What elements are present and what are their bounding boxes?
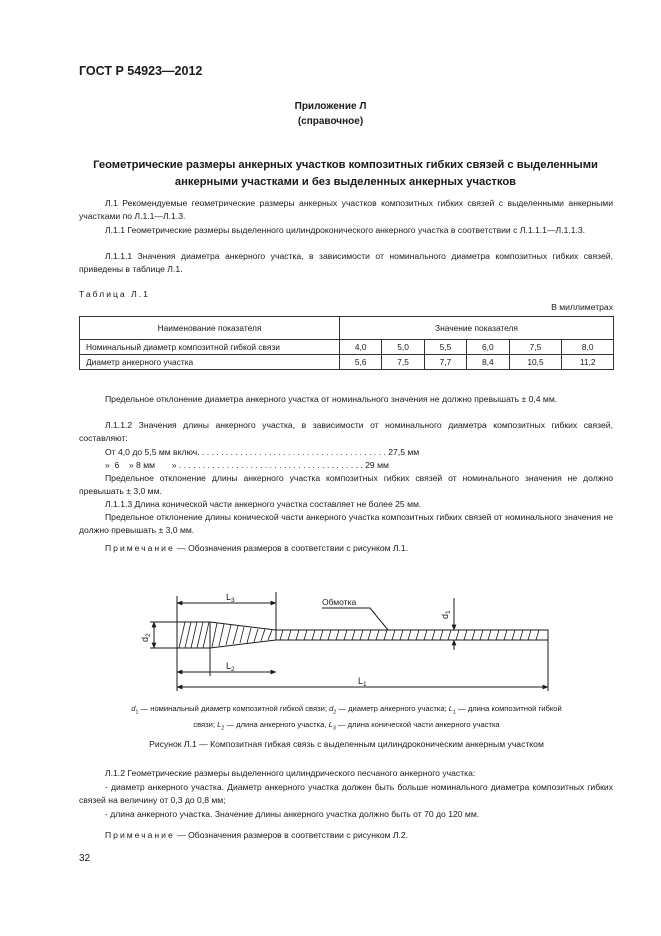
paragraph-diameter-tolerance: Предельное отклонение диаметра анкерного участка от номинального значения не должно превышать ± 0,4 мм. (105, 394, 558, 404)
label-l2: $L_2$ (226, 661, 235, 673)
paragraph-cone-tolerance: Предельное отклонение длины конической части анкерного участка композитных гибких связей от номинального значения не должно превышать ± 3,0 мм. (79, 512, 613, 536)
figure-l1-drawing (130, 588, 560, 696)
winding-hatch (179, 622, 539, 648)
note-2-text: — Обозначения размеров в соответствии с рисунком Л.2. (174, 830, 409, 840)
paragraph-l1-1: Л.1.1 Геометрические размеры выделенного цилиндроконического анкерного участка в соответствии с Л.1.1.1—Л.1.1.3. (105, 225, 586, 235)
table-cell: 6,0 (467, 340, 509, 355)
appendix-title: Приложение Л (294, 101, 367, 112)
table-cell: 8,4 (467, 355, 509, 370)
table-cell-name: Номинальный диаметр композитной гибкой связи (80, 340, 340, 355)
table-cell: 10,5 (509, 355, 562, 370)
paragraph-l1: Л.1 Рекомендуемые геометрические размеры анкерных участков композитных гибких связей с выделенными анкерными участками по Л.1.1—Л.1.3. (79, 198, 613, 222)
table-header-row (80, 317, 614, 340)
label-d2: $d_2$ (140, 633, 152, 642)
section-title-line2: анкерными участками и без выделенных анкерных участков (174, 176, 517, 188)
paragraph-l1-1-2: Л.1.1.2 Значения длины анкерного участка, в зависимости от номинального диаметра композитных гибких связей, составляют: (79, 420, 613, 444)
paragraph-l1-1-1: Л.1.1.1 Значения диаметра анкерного участка, в зависимости от номинального диаметра композитных гибких связей, приведены в таблице Л.1. (79, 251, 613, 275)
length-range-2: » 6 » 8 мм » . . . . . . . . . . . . . . . . . . . . . . . . . . . . . . . . . . . . . . . 29 мм (105, 460, 389, 470)
label-l1: $L_1$ (358, 676, 367, 688)
label-winding: Обмотка (322, 597, 357, 607)
table-cell: 7,5 (509, 340, 562, 355)
winding-leader (322, 608, 388, 630)
figure-caption: Рисунок Л.1 — Композитная гибкая связь с выделенным цилиндроконическим анкерным участком (149, 739, 544, 749)
table-units: В миллиметрах (551, 302, 613, 312)
table-row (80, 340, 614, 355)
table-cell-name: Диаметр анкерного участка (80, 355, 340, 370)
paragraph-l1-2: Л.1.2 Геометрические размеры выделенного цилиндрического песчаного анкерного участка: (105, 768, 476, 778)
table-cell: 7,5 (382, 355, 424, 370)
label-d1: $d_1$ (440, 610, 452, 619)
table-label: Таблица Л.1 (79, 289, 150, 299)
note-2-label: Примечание (105, 830, 175, 840)
table-l1 (79, 316, 614, 370)
section-title-line1: Геометрические размеры анкерных участков композитных гибких связей с выделенными (93, 159, 598, 171)
length-range-1: От 4,0 до 5,5 мм включ. . . . . . . . . . . . . . . . . . . . . . . . . . . . . . . . . . . . . . . . 27,5 мм (105, 447, 420, 457)
table-cell: 5,6 (340, 355, 382, 370)
appendix-subtitle: (справочное) (297, 116, 364, 127)
paragraph-l1-1-3: Л.1.1.3 Длина конической части анкерного участка составляет не более 25 мм. (105, 499, 422, 509)
table-cell: 11,2 (562, 355, 614, 370)
table-cell: 7,7 (424, 355, 466, 370)
page-number: 32 (79, 853, 91, 864)
figure-legend-line2: связи; $L_2$ — длина анкерного участка, $L_3$ — длина конической части анкерного участка (193, 719, 500, 732)
table-header-name: Наименование показателя (80, 317, 340, 340)
note-2 (105, 829, 408, 842)
note-1 (105, 542, 408, 555)
paragraph-length-tolerance: Предельное отклонение длины анкерного участка композитных гибких связей от номинального значения не должно превышать ± 3,0 мм. (79, 473, 613, 497)
note-1-text: — Обозначения размеров в соответствии с рисунком Л.1. (174, 543, 409, 553)
table-cell: 8,0 (562, 340, 614, 355)
table-header-value: Значение показателя (340, 317, 614, 340)
paragraph-anchor-diameter: - диаметр анкерного участка. Диаметр анкерного участка должен быть больше номинального диаметра композитных гибких связей на величину от 0,3 до 0,8 мм; (79, 782, 613, 806)
section-title (79, 157, 612, 191)
table-cell: 5,5 (424, 340, 466, 355)
table-row (80, 355, 614, 370)
document-number: ГОСТ Р 54923—2012 (79, 64, 203, 78)
table-cell: 5,0 (382, 340, 424, 355)
anchor-outline (177, 622, 548, 648)
label-l3: $L_3$ (226, 592, 235, 604)
appendix-heading (0, 99, 661, 129)
figure-legend-line1: $d_1$ — номинальный диаметр композитной гибкой связи; $d_2$ — диаметр анкерного участка; $L_1$ — длина композитной гибкой (131, 704, 562, 716)
note-1-label: Примечание (105, 543, 175, 553)
table-cell: 4,0 (340, 340, 382, 355)
figure-legend (79, 703, 614, 734)
paragraph-anchor-length: - длина анкерного участка. Значение длины анкерного участка должно быть от 70 до 120 мм. (105, 809, 480, 819)
